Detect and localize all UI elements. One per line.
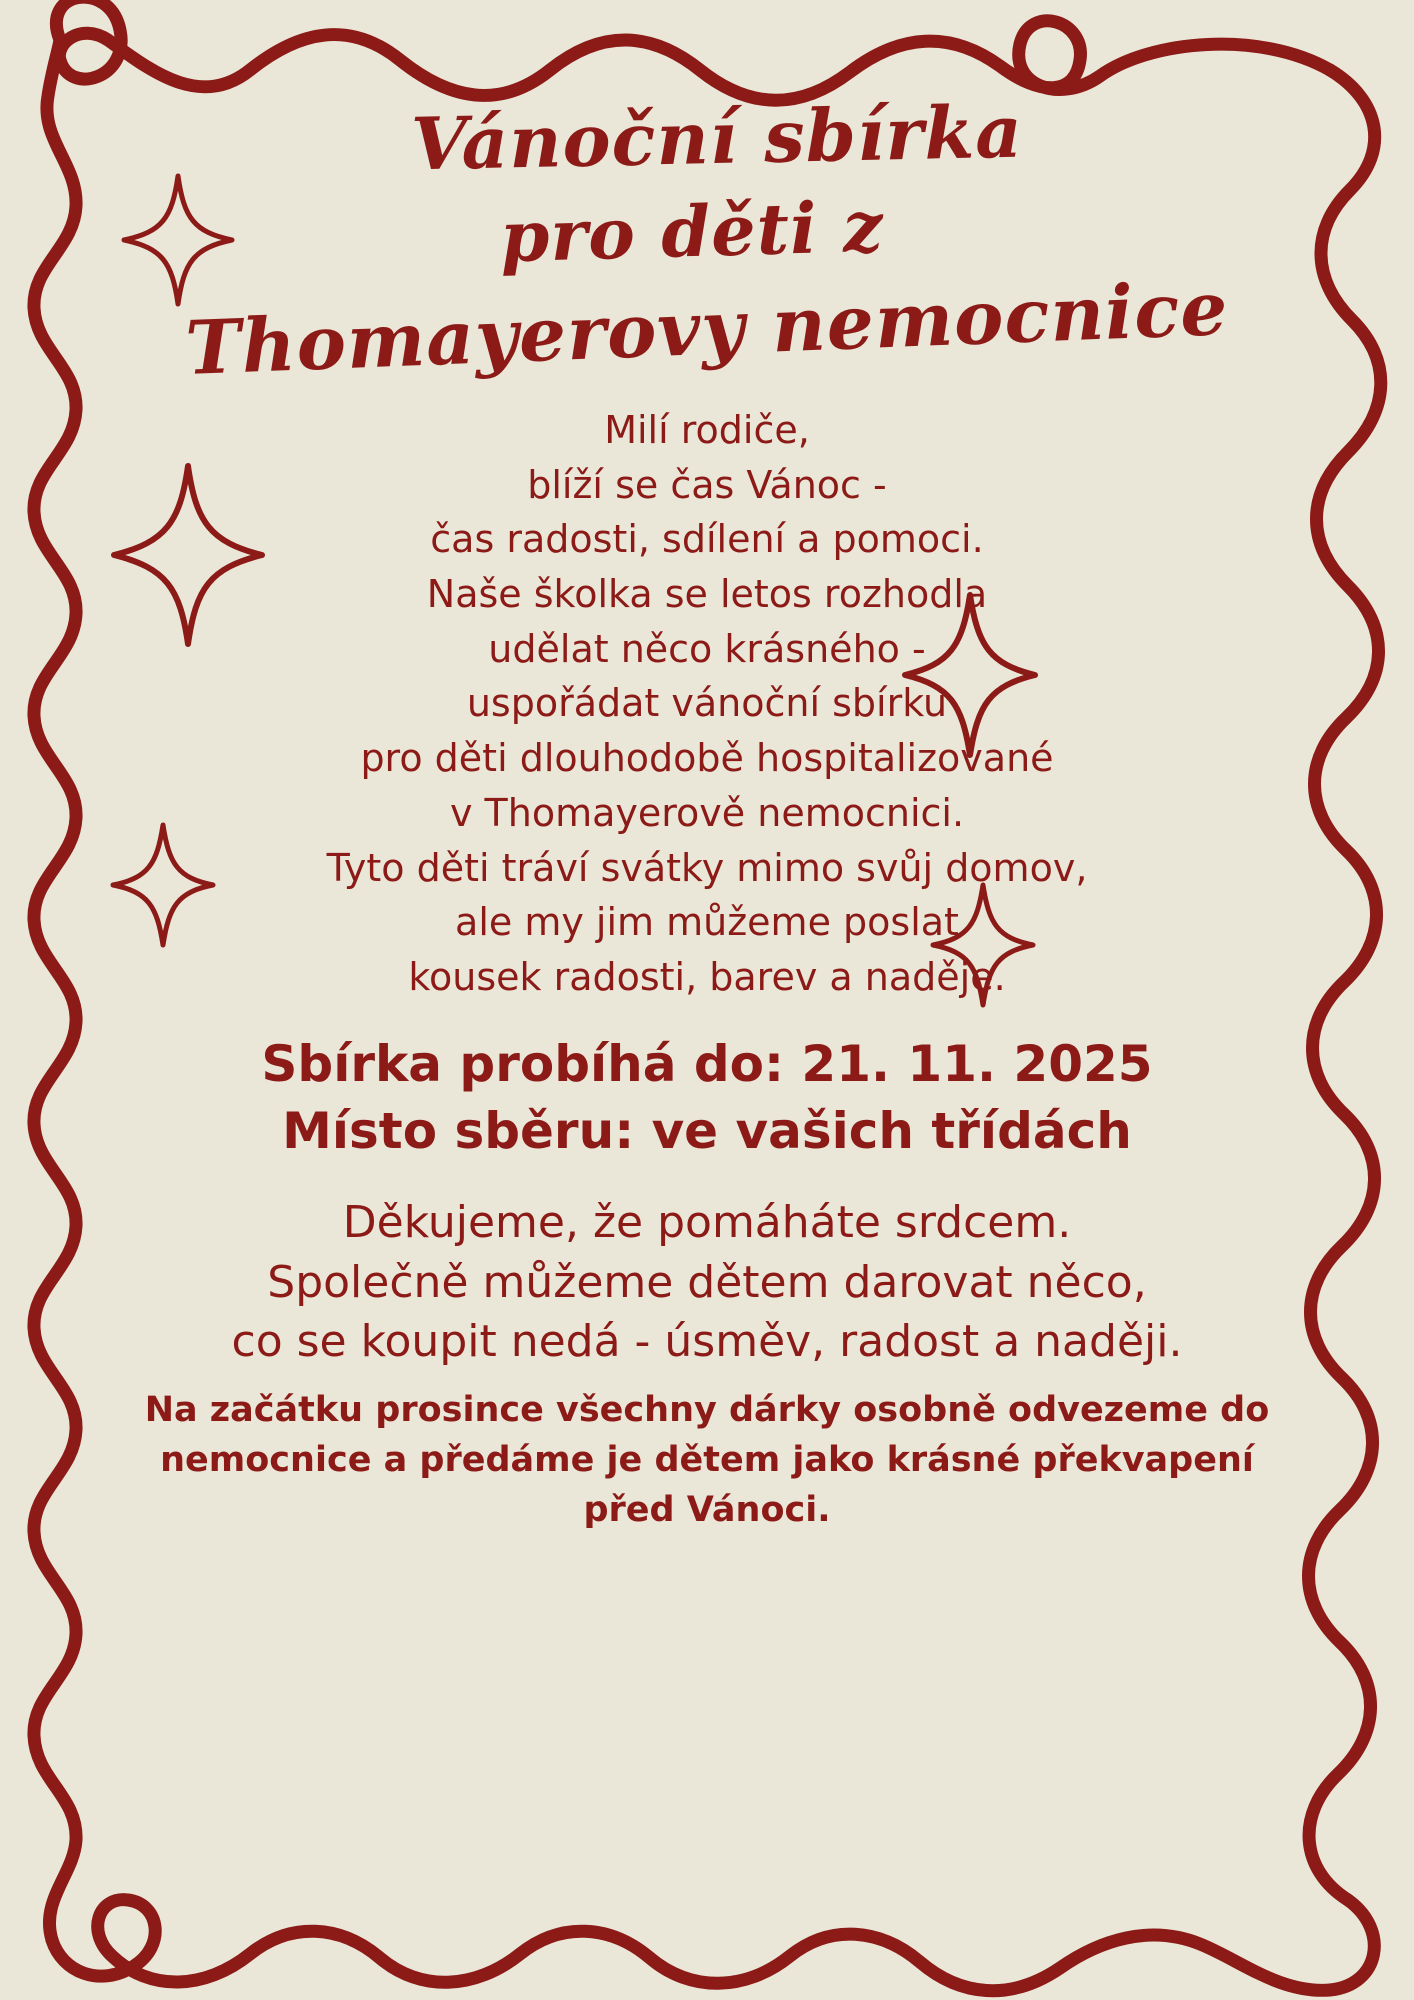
intro-line: pro děti dlouhodobě hospitalizované [360, 736, 1054, 781]
title-line-2: pro děti z [499, 184, 885, 279]
intro-line: udělat něco krásného - [488, 626, 926, 671]
intro-paragraph [207, 403, 1207, 1005]
intro-line: ale my jim můžeme poslat [455, 900, 959, 945]
delivery-note-line: nemocnice a předáme je dětem jako krásné překvapení [160, 1439, 1254, 1480]
intro-line: čas radosti, sdílení a pomoci. [430, 517, 984, 562]
intro-line: kousek radosti, barev a naděje. [408, 955, 1006, 1000]
thanks-line: Společně můžeme dětem darovat něco, [267, 1256, 1147, 1308]
title-line-3: Thomayerovy nemocnice [184, 265, 1230, 392]
thanks-line: co se koupit nedá - úsměv, radost a naději. [231, 1316, 1183, 1368]
collection-deadline: Sbírka probíhá do: 21. 11. 2025 [261, 1034, 1153, 1093]
delivery-note-line: Na začátku prosince všechny dárky osobně odvezeme do [144, 1390, 1270, 1431]
intro-line: blíží se čas Vánoc - [527, 462, 887, 507]
delivery-note-line: před Vánoci. [583, 1489, 831, 1530]
intro-line: v Thomayerově nemocnici. [449, 790, 965, 835]
thanks-line: Děkujeme, že pomáháte srdcem. [342, 1196, 1072, 1248]
collection-details [147, 1031, 1267, 1165]
page-title [147, 88, 1267, 392]
intro-line: Naše školka se letos rozhodla [426, 572, 988, 617]
collection-location: Místo sběru: ve vašich třídách [282, 1101, 1132, 1160]
intro-line: Milí rodiče, [604, 407, 810, 452]
intro-line: Tyto děti tráví svátky mimo svůj domov, [326, 845, 1088, 890]
thanks-paragraph [127, 1193, 1287, 1372]
title-line-1: Vánoční sbírka [410, 88, 1024, 187]
intro-line: uspořádat vánoční sbírku [466, 681, 948, 726]
delivery-note [27, 1386, 1387, 1535]
